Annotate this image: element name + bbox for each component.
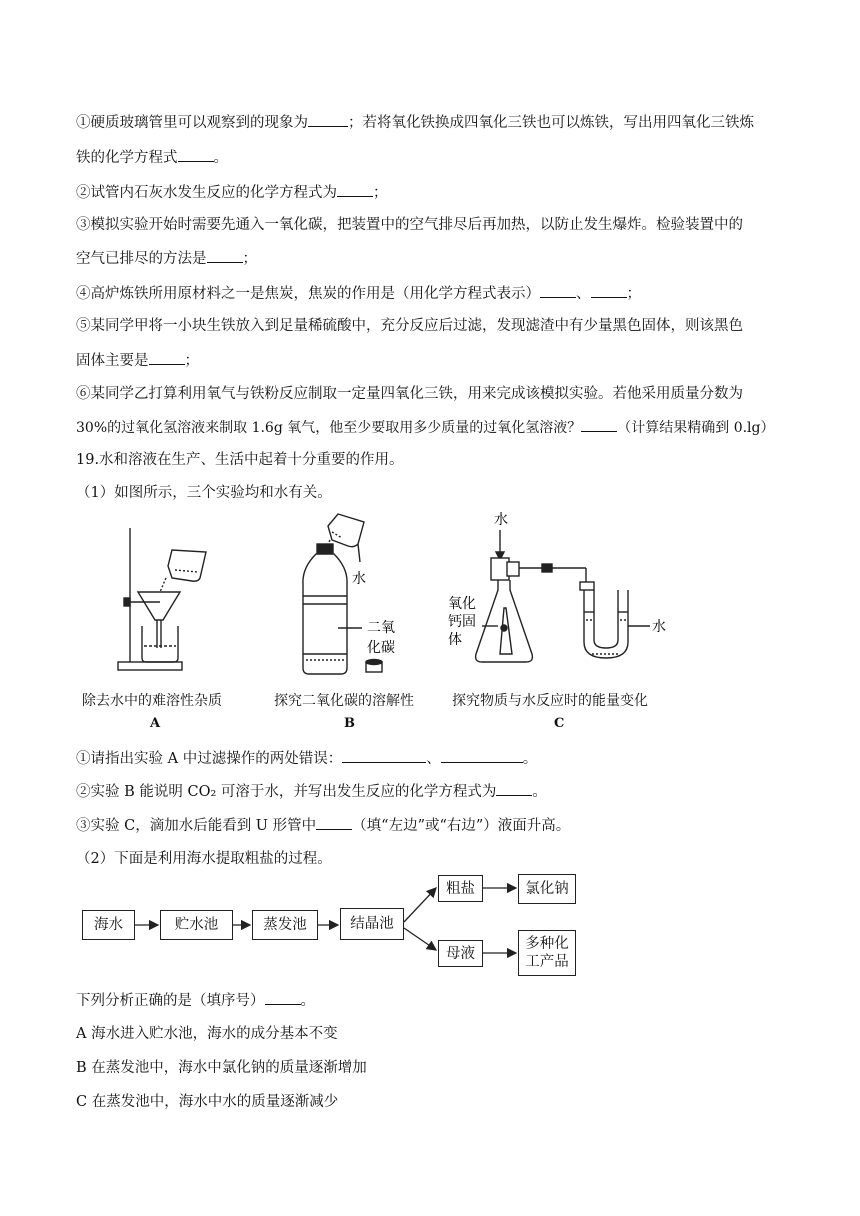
text-line: ⑤某同学甲将一小块生铁放入到足量稀硫酸中，充分反应后过滤，发现滤渣中有少量黑色固体，则该黑色	[76, 318, 743, 334]
flow-box-crystallization-pool: 结晶池	[340, 908, 404, 940]
flow-box-sodium-chloride: 氯化钠	[518, 874, 576, 904]
option-a: A 海水进入贮水池，海水的成分基本不变	[76, 1026, 338, 1042]
flow-box-seawater: 海水	[82, 910, 135, 940]
text-line: ②试管内石灰水发生反应的化学方程式为 ；	[76, 182, 388, 203]
flow-text: 多种化	[525, 936, 569, 952]
label-cao-1: 氧化	[448, 596, 476, 612]
label-co2-1: 二氧	[367, 620, 395, 636]
flow-box-mother-liquor: 母液	[438, 940, 483, 967]
label-water-c-top: 水	[494, 512, 508, 528]
label-cao-2: 钙固	[448, 614, 476, 630]
text-line: （2）下面是利用海水提取粗盐的过程。	[76, 851, 332, 867]
text-line: 30%的过氧化氢溶液来制取 1.6g 氧气，他至少要取用多少质量的过氧化氢溶液？ （计算结果精确到 0.lg）	[76, 417, 775, 438]
label-water-b: 水	[352, 571, 366, 587]
text-line: ③实验 C，滴加水后能看到 U 形管中 （填“左边”或“右边”）液面升高。	[76, 815, 570, 836]
flow-box-storage-pool: 贮水池	[160, 910, 233, 940]
caption-b: 探究二氧化碳的溶解性	[274, 693, 414, 709]
option-c: C 在蒸发池中，海水中水的质量逐渐减少	[76, 1094, 339, 1110]
text-line: 固体主要是 ；	[76, 350, 199, 371]
letter-a: A	[150, 716, 161, 731]
option-b: B 在蒸发池中，海水中氯化钠的质量逐渐增加	[76, 1060, 367, 1076]
caption-c: 探究物质与水反应时的能量变化	[452, 693, 648, 709]
text-line: ①硬质玻璃管里可以观察到的现象为 ；若将氧化铁换成四氧化三铁也可以炼铁，写出用四氧化三铁炼	[76, 112, 754, 133]
flow-box-chemical-products	[518, 930, 576, 976]
text-line: （1）如图所示，三个实验均和水有关。	[76, 485, 332, 501]
text-line: 铁的化学方程式 。	[76, 147, 228, 168]
flow-box-evaporation-pool: 蒸发池	[252, 910, 318, 940]
label-co2-2: 化碳	[367, 640, 395, 656]
letter-b: B	[344, 716, 355, 731]
text-line: 下列分析正确的是（填序号） 。	[76, 990, 315, 1011]
text-line: ③模拟实验开始时需要先通入一氧化碳，把装置中的空气排尽后再加热，以防止发生爆炸。检验装置中的	[76, 217, 743, 233]
answer-blank	[265, 990, 301, 1005]
text-line: ①请指出实验 A 中过滤操作的两处错误： 、 。	[76, 748, 537, 769]
flow-text: 工产品	[525, 954, 569, 970]
text-line: ⑥某同学乙打算利用氧气与铁粉反应制取一定量四氧化三铁，用来完成该模拟实验。若他采用质量分数为	[76, 386, 743, 402]
letter-c: C	[554, 716, 565, 731]
caption-a: 除去水中的难溶性杂质	[82, 693, 222, 709]
text-line: ④高炉炼铁所用原材料之一是焦炭，焦炭的作用是（用化学方程式表示） 、 ；	[76, 283, 641, 304]
label-cao-3: 体	[448, 632, 462, 648]
flow-box-crude-salt: 粗盐	[438, 875, 483, 902]
label-water-c-right: 水	[652, 619, 666, 635]
text-line: ②实验 B 能说明 CO₂ 可溶于水，并写出发生反应的化学方程式为 。	[76, 781, 547, 802]
text-line: 空气已排尽的方法是 ；	[76, 248, 257, 269]
question-heading: 19.水和溶液在生产、生活中起着十分重要的作用。	[76, 452, 404, 468]
